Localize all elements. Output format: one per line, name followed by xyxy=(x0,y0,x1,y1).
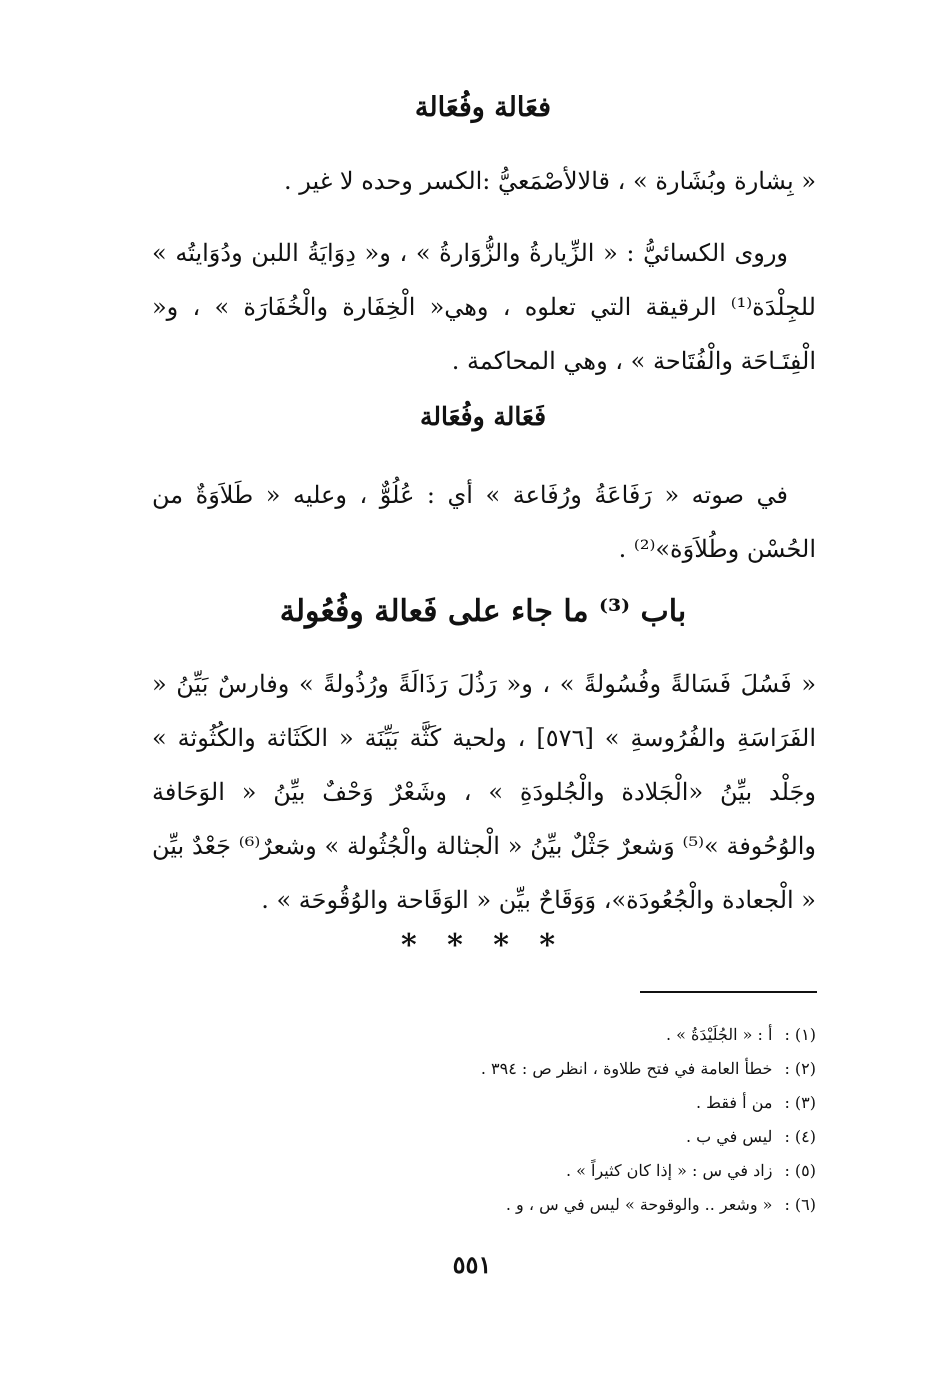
page-number: ٥٥١ xyxy=(452,1250,492,1279)
footnote-text: من أ فقط . xyxy=(695,1093,773,1112)
section-heading-2: فَعَالة وفُعَالة xyxy=(419,402,547,431)
section-heading-1: فعَالة وفُعَالة xyxy=(414,92,552,123)
footnotes-list xyxy=(296,1018,816,1222)
footnote-text: أ : « الجُلَيْدَةُ » . xyxy=(665,1025,773,1044)
footnote-text: زاد في س : « إذا كان كثيراً » . xyxy=(565,1161,773,1180)
footnote-number: (٤) : xyxy=(784,1127,816,1146)
footnote-5 xyxy=(296,1154,816,1188)
footnote-text: ليس في ب . xyxy=(685,1127,773,1146)
footnote-number: (٥) : xyxy=(784,1161,816,1180)
footnote-4 xyxy=(296,1120,816,1154)
footnote-number: (١) : xyxy=(784,1025,816,1044)
section-2-paragraph-1: في صوته « رَفَاعَةُ ورُفَاعة » أي : عُلُوٌّ ، وعليه « طَلاَوَةٌ من الحُسْن وطُلاَوَة»⁽²⁾ . xyxy=(152,481,816,563)
footnote-number: (٦) : xyxy=(784,1195,816,1214)
footnote-6 xyxy=(296,1188,816,1222)
footnote-text: « وشعر .. والوقوحة » ليس في س ، و . xyxy=(505,1195,773,1214)
section-1-paragraph-1: « بِشارة وبُشَارة » ، قالالأصْمَعيُّ :الكسر وحده لا غير . xyxy=(283,167,816,195)
footnote-divider xyxy=(640,991,817,993)
section-separator: * * * * xyxy=(400,928,566,963)
section-1-paragraph-2: وروى الكسائيُّ : « الزِّيارةُ والزُّوَارةُ » ، و« دِوَايَةُ اللبن ودُوَايتُه » للجِلْدَة⁽¹⁾ الرقيقة التي تعلوه ، وهي« الْخِفَارة والْخُفَارَة » ، و« الْفِتَـاحَة والْفُتَاحة » ، وهي المحاكمة . xyxy=(152,239,816,375)
footnote-2 xyxy=(296,1052,816,1086)
footnote-1 xyxy=(296,1018,816,1052)
footnote-number: (٣) : xyxy=(784,1093,816,1112)
footnote-3 xyxy=(296,1086,816,1120)
chapter-paragraph-1: « فَسُلَ فَسَالةً وفُسُولةً » ، و« رَذُلَ رَذَالَةً ورُذُولةً » وفارسٌ بَيِّنُ « الفَرَاسَةِ والفُرُوسةِ » [٥٧٦] ، ولحية كَثَّة بَيِّنَة « الكَثَاثة والكُثُوثة » وجَلْد بيِّنُ «الْجَلادة والْجُلودَةِ » ، وشَعْرٌ وَحْفٌ بيِّنُ « الوَحَافة والوُحُوفة »⁽⁵⁾ وَشعرٌ جَثْلٌ بيِّنُ « الْجثالة والْجُثُولة » وشعرٌ⁽⁶⁾ جَعْدٌ بيِّن « الْجعادة والْجُعُودَة»، وَوَقَاحٌ بيِّن « الوَقَاحة والوُقُوحَة » . xyxy=(152,670,817,914)
chapter-heading: باب ⁽³⁾ ما جاء على فَعالة وفُعُولة xyxy=(279,594,687,629)
footnote-text: خطأ العامة في فتح طلاوة ، انظر ص : ٣٩٤ . xyxy=(480,1059,773,1078)
footnote-number: (٢) : xyxy=(784,1059,816,1078)
